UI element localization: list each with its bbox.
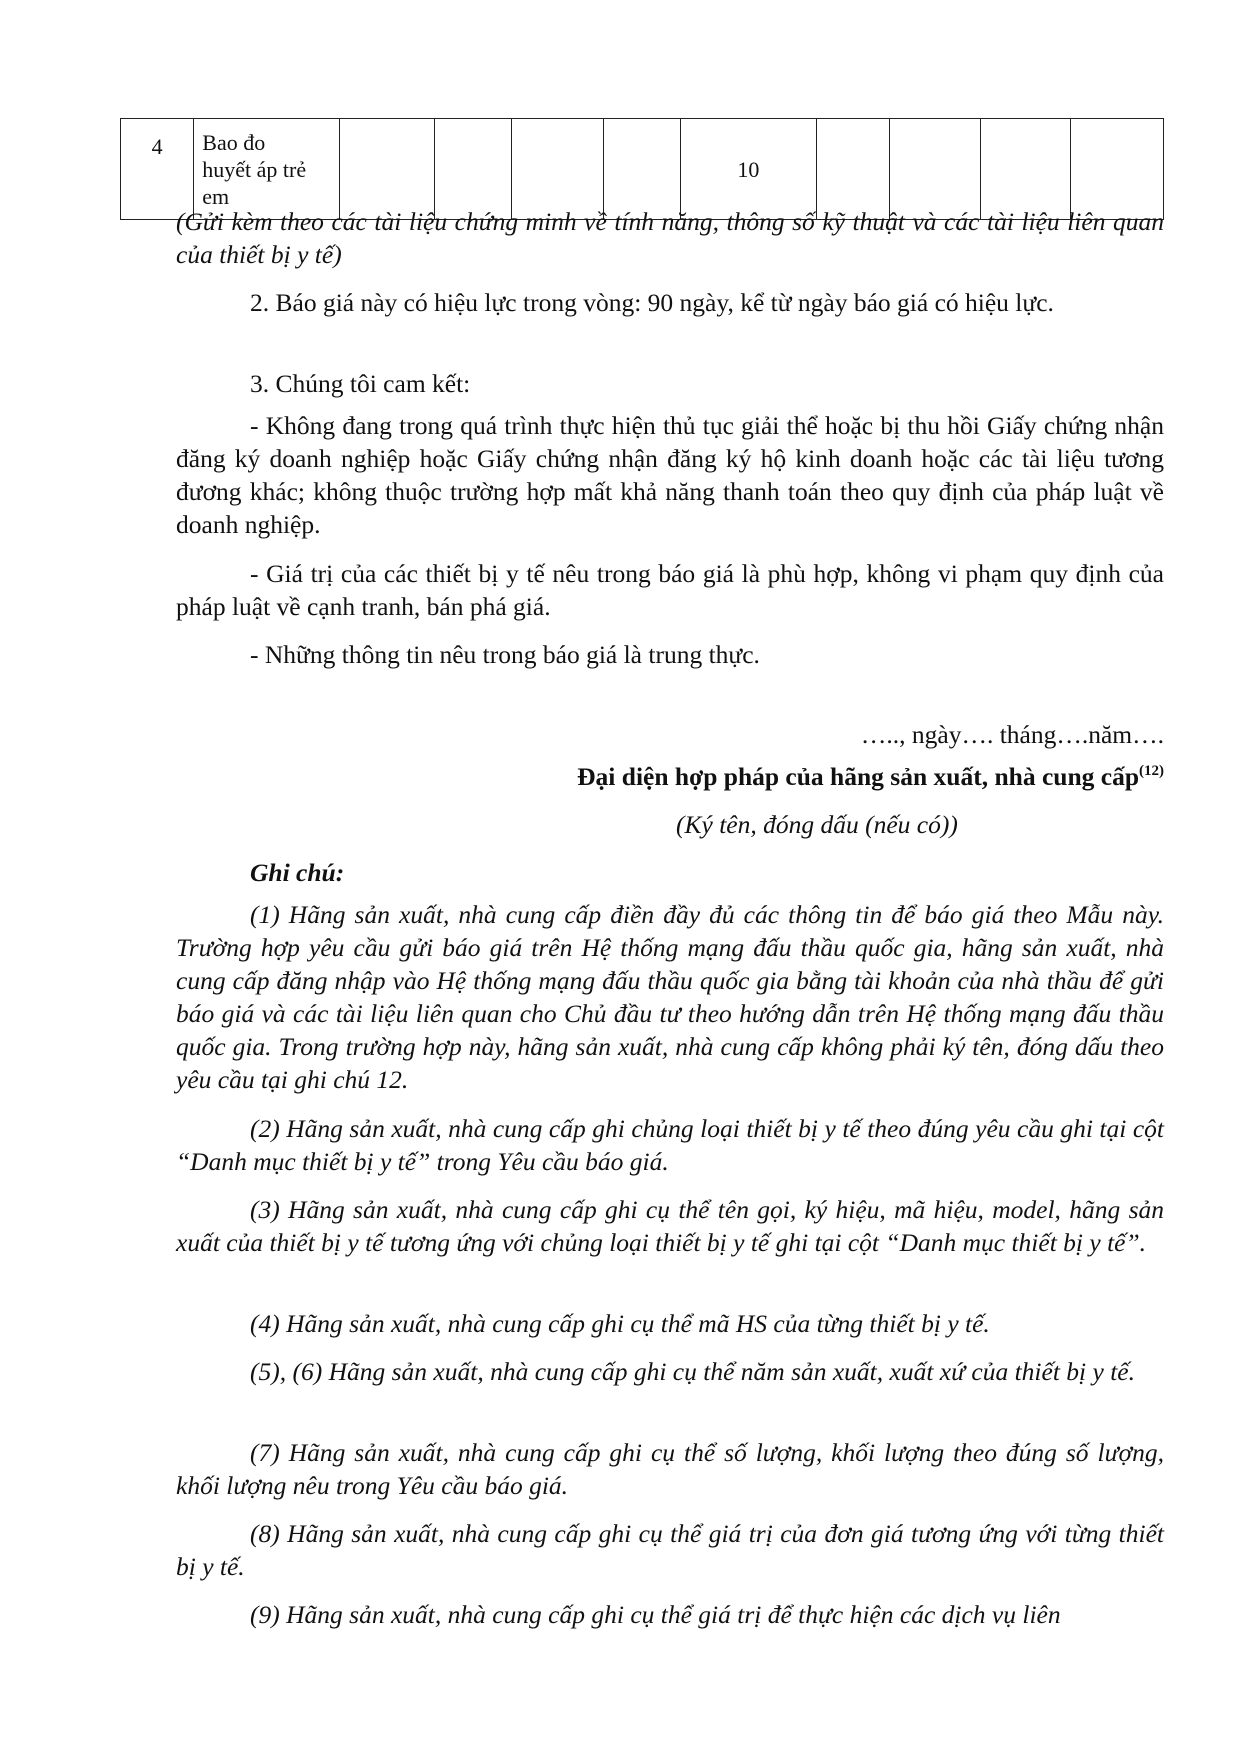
note-item: (5), (6) Hãng sản xuất, nhà cung cấp ghi cụ thể năm sản xuất, xuất xứ của thiết bị y tế. bbox=[250, 1357, 1135, 1386]
notes-heading: Ghi chú: bbox=[250, 858, 345, 887]
device-name-line: Bao đo bbox=[202, 129, 266, 155]
validity-clause: 2. Báo giá này có hiệu lực trong vòng: 90 ngày, kể từ ngày báo giá có hiệu lực. bbox=[250, 288, 1054, 317]
device-name-line: huyết áp trẻ bbox=[202, 156, 307, 182]
note-item: (9) Hãng sản xuất, nhà cung cấp ghi cụ thể giá trị để thực hiện các dịch vụ liên bbox=[250, 1600, 1061, 1629]
note-item: (2) Hãng sản xuất, nhà cung cấp ghi chủng loại thiết bị y tế theo đúng yêu cầu ghi tại cột “Danh mục thiết bị y tế” trong Yêu cầu báo giá. bbox=[176, 1114, 1164, 1176]
signature-instruction: (Ký tên, đóng dấu (nếu có)) bbox=[676, 810, 958, 839]
commitment-item: - Giá trị của các thiết bị y tế nêu trong báo giá là phù hợp, không vi phạm quy định của pháp luật về cạnh tranh, bán phá giá. bbox=[176, 559, 1164, 621]
note-item: (3) Hãng sản xuất, nhà cung cấp ghi cụ thể tên gọi, ký hiệu, mã hiệu, model, hãng sản xuất của thiết bị y tế tương ứng với chủng loại thiết bị y tế ghi tại cột “Danh mục thiết bị y tế”. bbox=[176, 1195, 1164, 1257]
quantity-cell: 10 bbox=[681, 119, 817, 220]
date-line: ….., ngày…. tháng….năm…. bbox=[860, 720, 1164, 749]
signature-title-text: Đại diện hợp pháp của hãng sản xuất, nhà cung cấp bbox=[577, 762, 1139, 791]
note-item: (7) Hãng sản xuất, nhà cung cấp ghi cụ thể số lượng, khối lượng theo đúng số lượng, khối lượng nêu trong Yêu cầu báo giá. bbox=[176, 1438, 1164, 1500]
commitment-item: - Những thông tin nêu trong báo giá là trung thực. bbox=[250, 640, 760, 669]
device-name-line: em bbox=[202, 183, 230, 209]
row-number: 4 bbox=[121, 119, 194, 220]
note-item: (1) Hãng sản xuất, nhà cung cấp điền đầy đủ các thông tin để báo giá theo Mẫu này. Trường hợp yêu cầu gửi báo giá trên Hệ thống mạng đấu thầu quốc gia, hãng sản xuất, nhà cung cấp đăng nhập vào Hệ thống mạng đấu thầu quốc gia bằng tài khoản của nhà thầu để gửi báo giá và các tài liệu liên quan cho Chủ đầu tư theo hướng dẫn trên Hệ thống mạng đấu thầu quốc gia. Trong trường hợp này, hãng sản xuất, nhà cung cấp không phải ký tên, đóng dấu theo yêu cầu tại ghi chú 12. bbox=[176, 900, 1164, 1094]
signature-footnote-ref: (12) bbox=[1139, 763, 1164, 779]
attachment-note: (Gửi kèm theo các tài liệu chứng minh về tính năng, thông số kỹ thuật và các tài liệu liên quan của thiết bị y tế) bbox=[176, 207, 1164, 269]
note-item: (4) Hãng sản xuất, nhà cung cấp ghi cụ thể mã HS của từng thiết bị y tế. bbox=[250, 1309, 990, 1338]
signature-title bbox=[176, 760, 1164, 793]
commitment-item: - Không đang trong quá trình thực hiện thủ tục giải thể hoặc bị thu hồi Giấy chứng nhận đăng ký doanh nghiệp hoặc Giấy chứng nhận đăng ký hộ kinh doanh hoặc các tài liệu tương đương khác; không thuộc trường hợp mất khả năng thanh toán theo quy định của pháp luật về doanh nghiệp. bbox=[176, 411, 1164, 539]
note-item: (8) Hãng sản xuất, nhà cung cấp ghi cụ thể giá trị của đơn giá tương ứng với từng thiết bị y tế. bbox=[176, 1519, 1164, 1581]
commitment-heading: 3. Chúng tôi cam kết: bbox=[250, 369, 471, 398]
